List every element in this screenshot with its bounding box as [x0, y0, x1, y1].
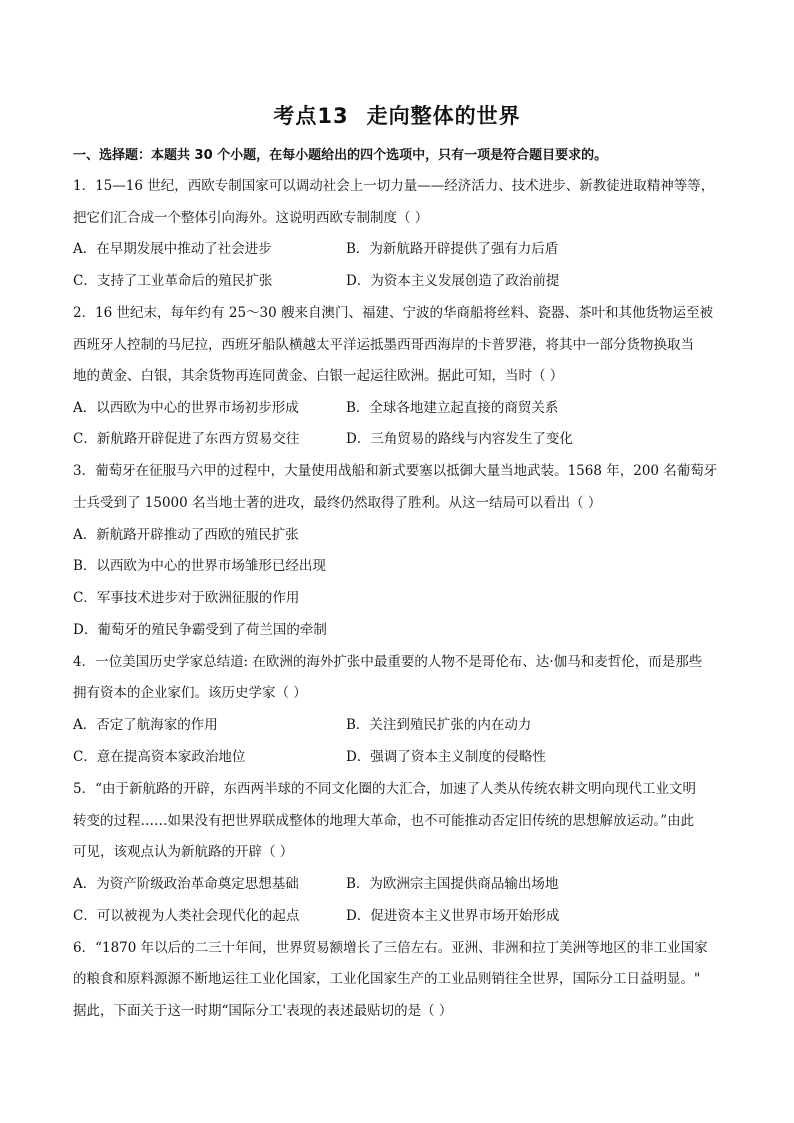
- q1-stem-line-2: 把它们汇合成一个整体引向海外。这说明西欧专制制度（ ）: [73, 210, 429, 226]
- q5-stem-line-3: 可见，该观点认为新航路的开辟（ ）: [73, 844, 294, 860]
- q2-option-b: B．全球各地建立起直接的商贸关系: [346, 400, 559, 416]
- q2-stem-line-1: 2．16 世纪末，每年约有 25～30 艘来自澳门、福建、宁波的华商船将丝料、瓷器、茶叶和其他货物运至被: [73, 305, 713, 321]
- q5-option-c: C．可以被视为人类社会现代化的起点: [73, 908, 300, 924]
- q5-stem-line-2: 转变的过程……如果没有把世界联成整体的地理大革命，也不可能推动否定旧传统的思想解放运动。”由此: [73, 813, 695, 829]
- q1-option-a: A．在早期发展中推动了社会进步: [73, 241, 272, 257]
- q2-stem-line-3: 地的黄金、白银，其余货物再连同黄金、白银一起运往欧洲。据此可知，当时（ ）: [73, 368, 564, 384]
- q5-stem-line-1: 5．“由于新航路的开辟，东西两半球的不同文化圈的大汇合，加速了人类从传统农耕文明向现代工业文明: [73, 781, 696, 797]
- q2-option-a: A．以西欧为中心的世界市场初步形成: [73, 400, 299, 416]
- q4-stem-line-2: 拥有资本的企业家们。该历史学家（ ）: [73, 685, 307, 701]
- q2-option-d: D．三角贸易的路线与内容发生了变化: [346, 431, 573, 447]
- title-text: 走向整体的世界: [366, 104, 521, 128]
- q1-option-b: B．为新航路开辟提供了强有力后盾: [346, 241, 559, 257]
- title-number: 考点13: [273, 104, 349, 128]
- q3-option-a: A．新航路开辟推动了西欧的殖民扩张: [73, 527, 299, 543]
- q3-option-d: D．葡萄牙的殖民争霸受到了荷兰国的牵制: [73, 622, 327, 638]
- q4-option-c: C．意在提高资本家政治地位: [73, 749, 246, 765]
- q1-option-c: C．支持了工业革命后的殖民扩张: [73, 273, 273, 289]
- q3-stem-line-2: 士兵受到了 15000 名当地士著的进攻，最终仍然取得了胜利。从这一结局可以看出（ ）: [73, 495, 602, 511]
- q2-stem-line-2: 西班牙人控制的马尼拉，西班牙船队横越太平洋运抵墨西哥西海岸的卡普罗港，将其中一部分货物换取当: [73, 337, 694, 353]
- q1-option-d: D．为资本主义发展创造了政治前提: [346, 273, 560, 289]
- q3-stem-line-1: 3．葡萄牙在征服马六甲的过程中，大量使用战船和新式要塞以抵御大量当地武装。1568 年，200 名葡萄牙: [73, 463, 718, 479]
- q4-stem-line-1: 4．一位美国历史学家总结道: 在欧洲的海外扩张中最重要的人物不是哥伦布、达·伽马和麦哲伦，而是那些: [73, 654, 703, 670]
- q3-option-c: C．军事技术进步对于欧洲征服的作用: [73, 590, 300, 606]
- q4-option-a: A．否定了航海家的作用: [73, 717, 218, 733]
- q2-option-c: C．新航路开辟促进了东西方贸易交往: [73, 431, 300, 447]
- q6-stem-line-2: 的粮食和原料源源不断地运往工业化国家，工业化国家生产的工业品则销往全世界，国际分工日益明显。": [73, 971, 701, 987]
- section-heading: 一、选择题：本题共 30 个小题，在每小题给出的四个选项中，只有一项是符合题目要求的。: [73, 148, 608, 163]
- q4-option-b: B．关注到殖民扩张的内在动力: [346, 717, 532, 733]
- q5-option-b: B．为欧洲宗主国提供商品输出场地: [346, 876, 559, 892]
- q5-option-a: A．为资产阶级政治革命奠定思想基础: [73, 876, 299, 892]
- q6-stem-line-1: 6．“1870 年以后的二三十年间，世界贸易额增长了三倍左右。亚洲、非洲和拉丁美洲等地区的非工业国家: [73, 940, 708, 956]
- q4-option-d: D．强调了资本主义制度的侵略性: [346, 749, 546, 765]
- q6-stem-line-3: 据此，下面关于这一时期“国际分工'表现的表述最贴切的是（ ）: [73, 1003, 453, 1019]
- page-title: [0, 100, 794, 130]
- q3-option-b: B．以西欧为中心的世界市场雏形已经出现: [73, 558, 326, 574]
- q5-option-d: D．促进资本主义世界市场开始形成: [346, 908, 560, 924]
- q1-stem-line-1: 1．15—16 世纪，西欧专制国家可以调动社会上一切力量——经济活力、技术进步、新教徒进取精神等等，: [73, 178, 715, 194]
